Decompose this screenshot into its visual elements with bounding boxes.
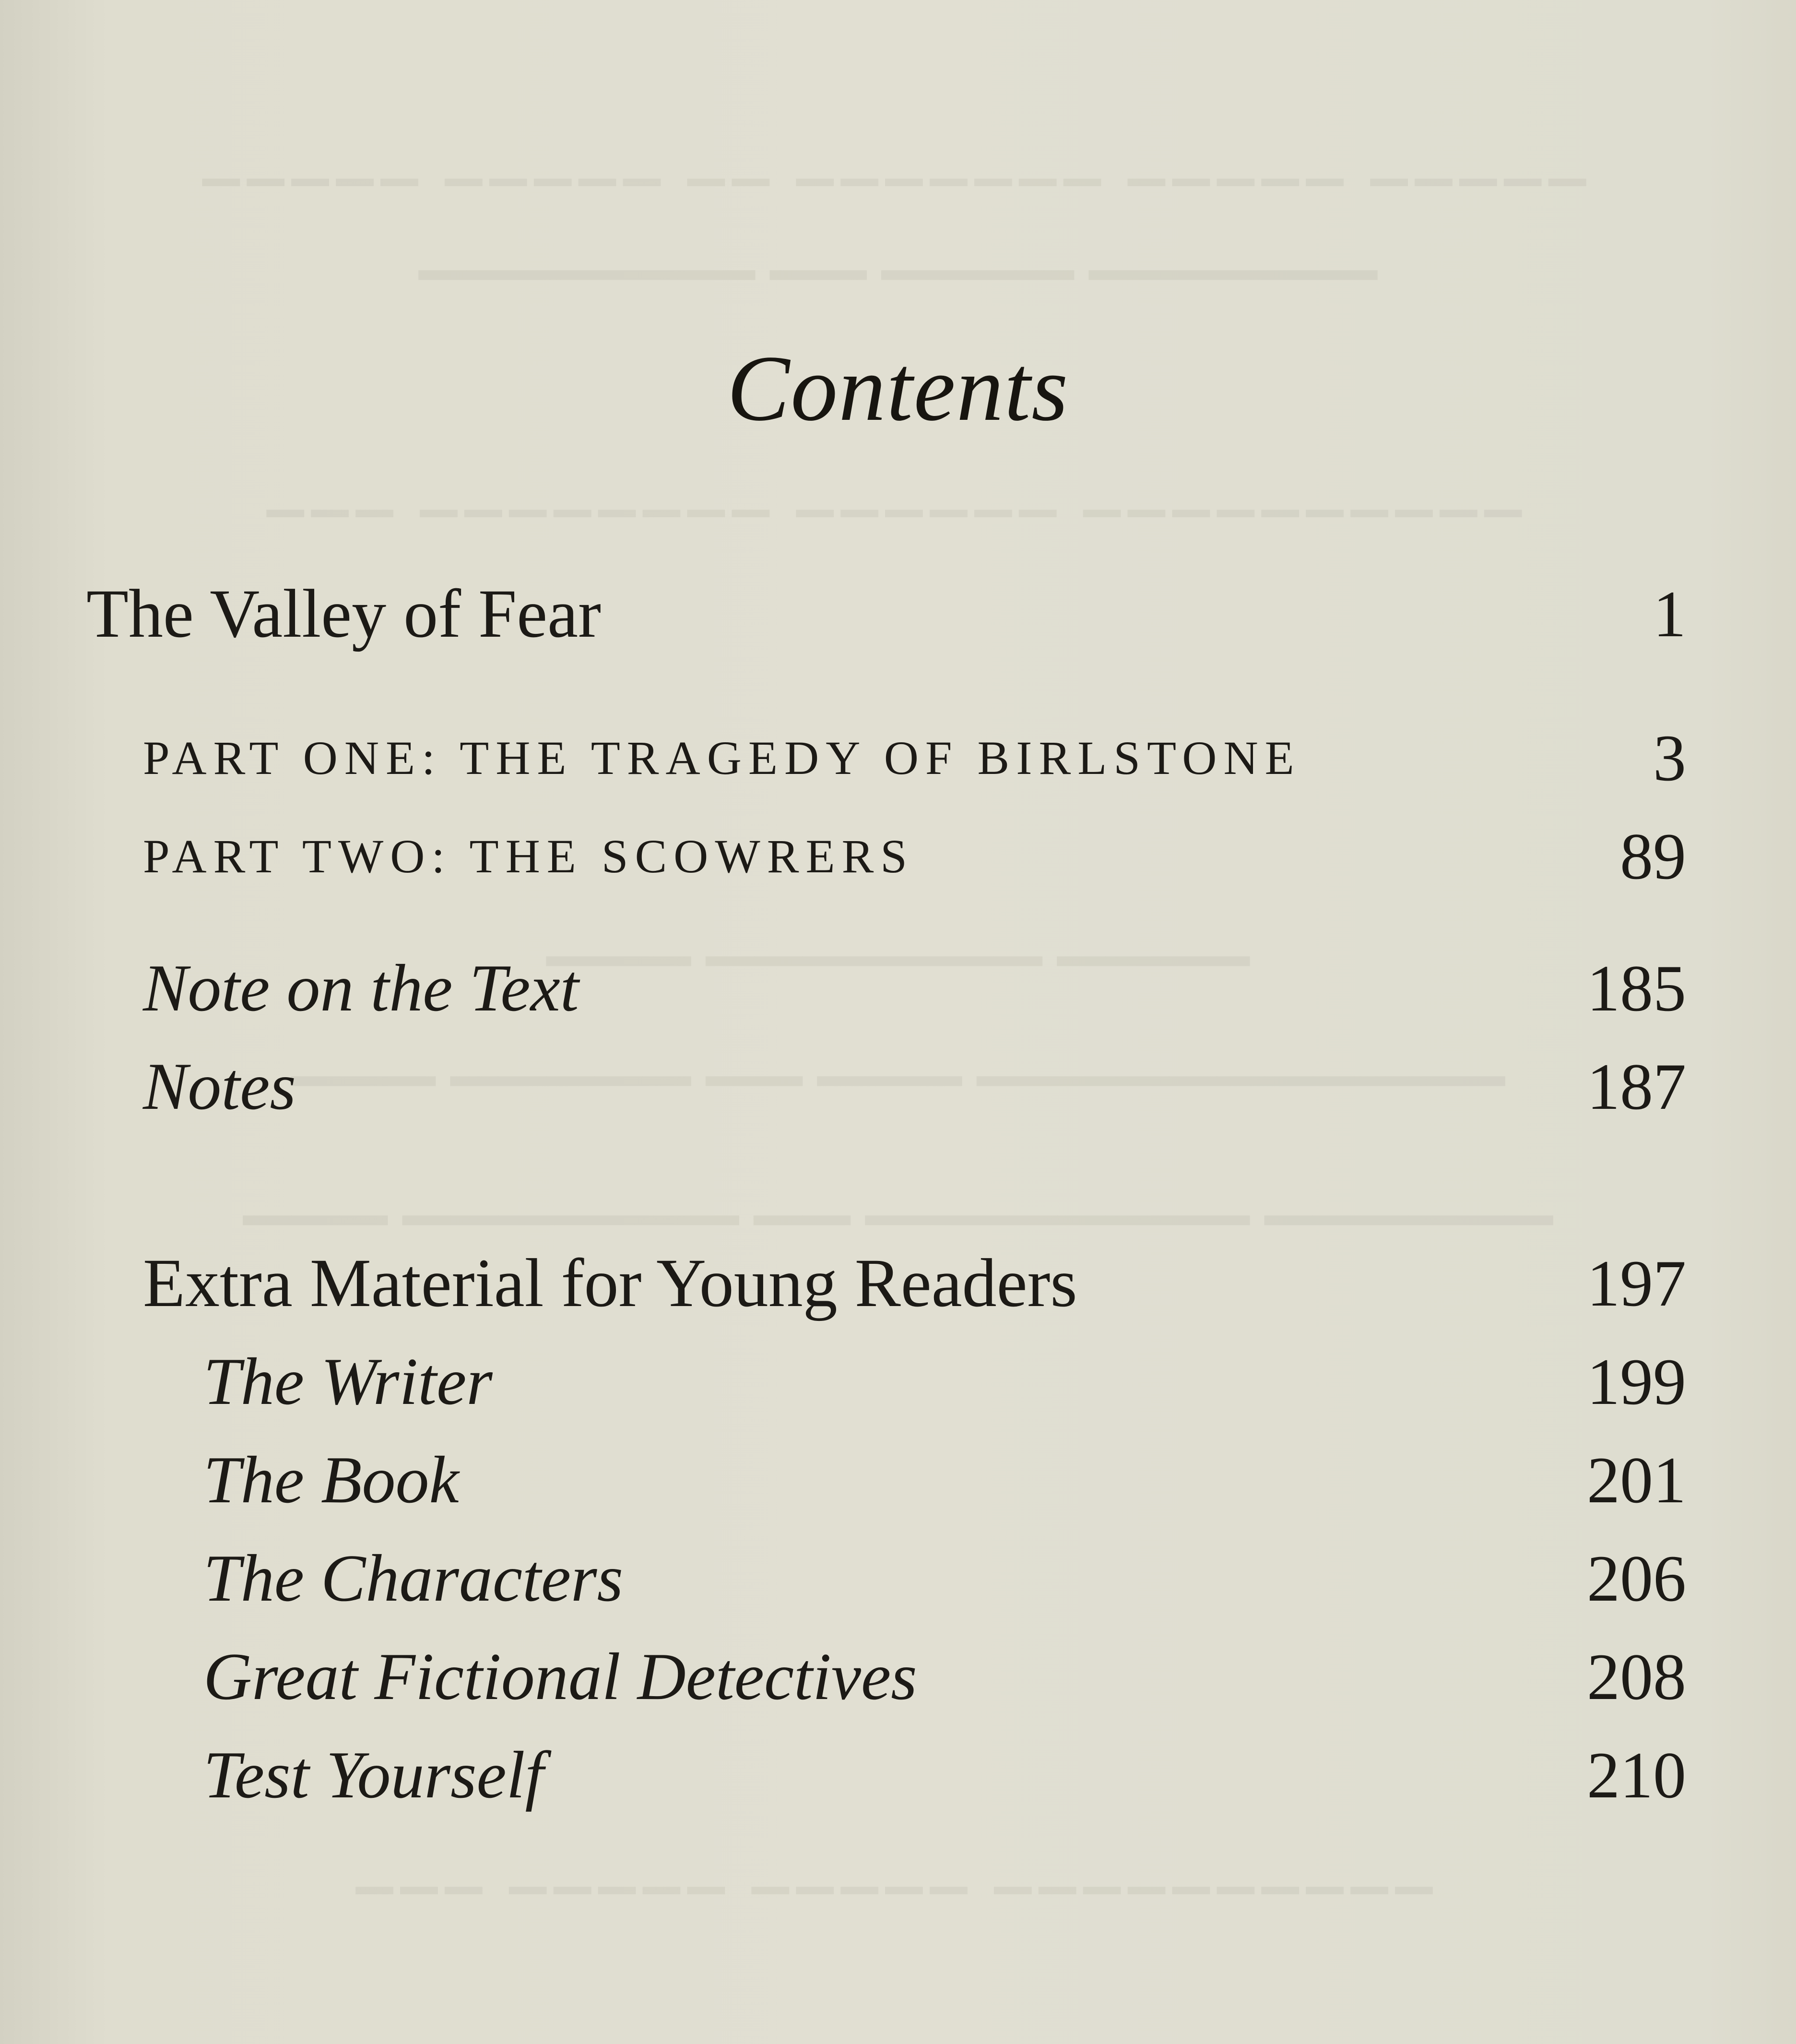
toc-entry bbox=[143, 1034, 1686, 1140]
toc-entry-page: 187 bbox=[1587, 1050, 1686, 1123]
toc-entry-page: 210 bbox=[1587, 1738, 1686, 1812]
toc-entry-title: The Book bbox=[203, 1443, 459, 1517]
show-through-line: ▁▁▁ ▁▁▁▁▁ ▁▁ ▁▁▁ ▁▁▁▁▁▁▁▁▁▁▁ bbox=[291, 1015, 1505, 1084]
toc-entry-page: 208 bbox=[1587, 1640, 1686, 1713]
toc-entry bbox=[143, 804, 1686, 909]
show-through-line: ▁▁▁▁▁▁▁ ▁▁ ▁▁▁▁ ▁▁▁▁▁▁ bbox=[419, 209, 1377, 278]
toc-entry-title: Notes bbox=[143, 1049, 296, 1124]
toc-entry-page: 206 bbox=[1587, 1542, 1686, 1615]
toc-entry-page: 185 bbox=[1587, 951, 1686, 1025]
show-through-line: ▁▁▁ ▁▁▁▁▁▁▁ ▁▁▁▁ bbox=[546, 895, 1250, 964]
toc-entry-title: Test Yourself bbox=[203, 1738, 544, 1812]
toc-entry bbox=[86, 561, 1686, 667]
toc-entry bbox=[203, 1723, 1686, 1828]
toc-entry-page: 1 bbox=[1653, 577, 1686, 651]
toc-entry-title: The Characters bbox=[203, 1541, 623, 1616]
toc-entry-page: 197 bbox=[1587, 1247, 1686, 1320]
toc-entry-title: PART TWO: THE SCOWRERS bbox=[143, 830, 914, 883]
toc-entry bbox=[143, 936, 1686, 1041]
toc-entry bbox=[203, 1526, 1686, 1631]
toc-entry bbox=[203, 1329, 1686, 1435]
toc-entry-title: The Valley of Fear bbox=[86, 576, 601, 652]
toc-entry-title: Great Fictional Detectives bbox=[203, 1640, 917, 1714]
toc-entry-title: PART ONE: THE TRAGEDY OF BIRLSTONE bbox=[143, 731, 1301, 784]
toc-entry-page: 199 bbox=[1587, 1345, 1686, 1418]
toc-entry-title: The Writer bbox=[203, 1344, 493, 1419]
toc-entry-title: Note on the Text bbox=[143, 951, 579, 1025]
show-through-line: ▁▁▁ ▁▁▁▁▁▁▁ ▁▁ ▁▁▁▁▁▁▁▁ ▁▁▁▁▁▁ bbox=[243, 1154, 1553, 1224]
page-title: Contents bbox=[727, 336, 1069, 440]
toc-entry-page: 201 bbox=[1587, 1443, 1686, 1517]
toc-entry-page: 3 bbox=[1653, 721, 1686, 795]
toc-entry bbox=[203, 1624, 1686, 1730]
toc-entry-page: 89 bbox=[1620, 820, 1686, 893]
show-through-line: ▁▁▁ ▁▁▁▁▁ ▁▁▁▁▁ ▁▁▁▁▁▁▁▁▁▁ bbox=[356, 1840, 1440, 1893]
toc-entry bbox=[143, 1231, 1686, 1336]
toc-entry bbox=[143, 705, 1686, 811]
toc-entry bbox=[203, 1427, 1686, 1533]
toc-entry-title: Extra Material for Young Readers bbox=[143, 1245, 1077, 1321]
show-through-line: ▁▁▁▁▁ ▁▁▁▁▁ ▁▁ ▁▁▁▁▁▁▁ ▁▁▁▁▁ ▁▁▁▁▁ bbox=[202, 131, 1594, 185]
show-through-line: ▁▁▁ ▁▁▁▁▁▁▁▁ ▁▁▁▁▁▁ ▁▁▁▁▁▁▁▁▁▁ bbox=[267, 463, 1529, 516]
